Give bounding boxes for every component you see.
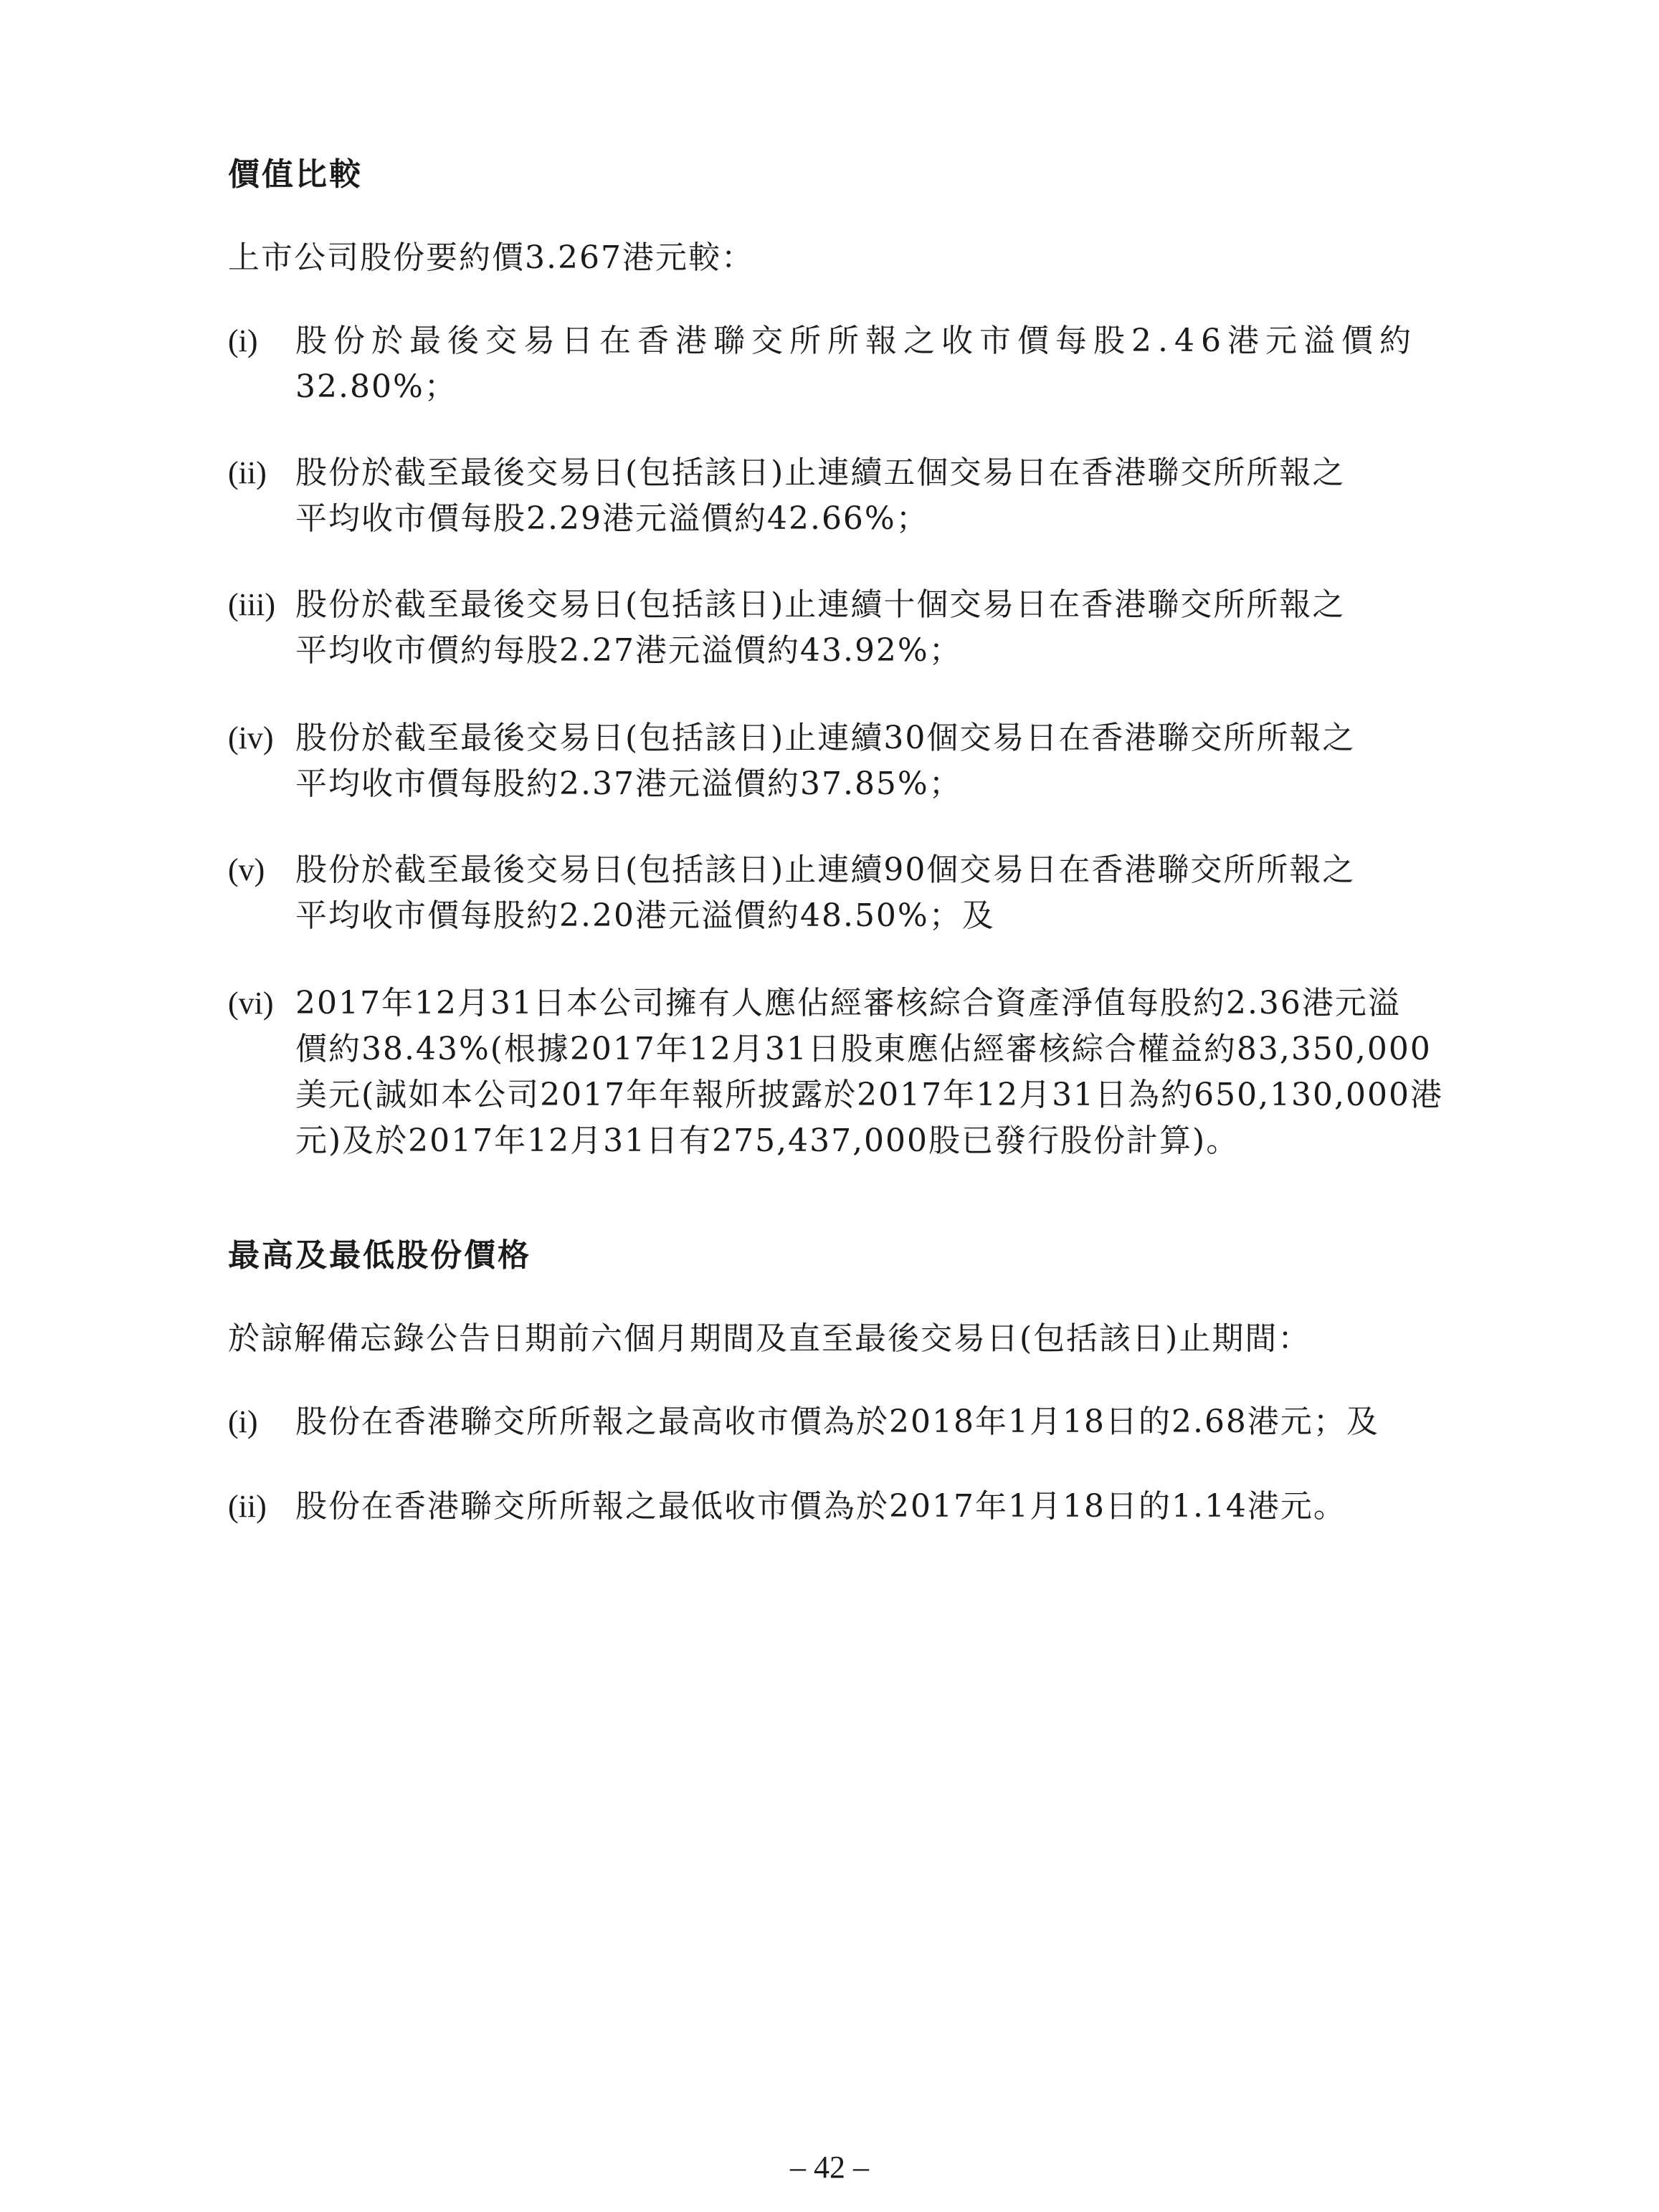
comparison-item-ii — [228, 452, 1520, 540]
item-text-line: 股份在香港聯交所所報之最高收市價為於2018年1月18日的2.68港元；及 — [295, 1403, 1379, 1440]
section-heading-high-low-prices: 最高及最低股份價格 — [228, 1237, 531, 1274]
item-text-line: 平均收市價每股約2.20港元溢價約48.50%；及 — [295, 897, 995, 934]
item-number: (ii) — [228, 455, 267, 490]
item-text-line: 美元(誠如本公司2017年年報所披露於2017年12月31日為約650,130,000港 — [295, 1077, 1444, 1113]
item-text-line: 股份於截至最後交易日(包括該日)止連續30個交易日在香港聯交所所報之 — [295, 720, 1356, 756]
section-heading-value-comparison: 價值比較 — [228, 156, 363, 193]
page-number: – 42 – — [790, 2150, 869, 2185]
item-text-line: 股份於截至最後交易日(包括該日)止連續五個交易日在香港聯交所所報之 — [295, 454, 1346, 491]
offer-price-intro: 上市公司股份要約價3.267港元較： — [228, 239, 754, 276]
item-number: (v) — [228, 852, 265, 887]
price-item-i — [228, 1401, 1520, 1444]
item-text-line: 平均收市價每股約2.37港元溢價約37.85%； — [295, 766, 962, 802]
item-text-line: 2017年12月31日本公司擁有人應佔經審核綜合資產淨值每股約2.36港元溢 — [295, 985, 1401, 1021]
comparison-item-iv — [228, 717, 1520, 806]
item-text-line: 股份於截至最後交易日(包括該日)止連續90個交易日在香港聯交所所報之 — [295, 852, 1356, 888]
item-text-line: 股份於最後交易日在香港聯交所所報之收市價每股2.46港元溢價約 — [295, 323, 1417, 359]
comparison-item-vi — [228, 982, 1520, 1163]
period-intro: 於諒解備忘錄公告日期前六個月期間及直至最後交易日(包括該日)止期間： — [228, 1320, 1311, 1357]
item-number: (ii) — [228, 1489, 267, 1524]
item-number: (vi) — [228, 986, 274, 1021]
item-text-line: 股份在香港聯交所所報之最低收市價為於2017年1月18日的1.14港元。 — [295, 1488, 1346, 1525]
comparison-item-iii — [228, 583, 1520, 672]
item-number: (iv) — [228, 720, 274, 755]
item-text-line: 元)及於2017年12月31日有275,437,000股已發行股份計算)。 — [295, 1122, 1240, 1159]
comparison-item-i — [228, 320, 1520, 409]
item-number: (i) — [228, 323, 258, 358]
item-text-line: 價約38.43%(根據2017年12月31日股東應佔經審核綜合權益約83,350,000 — [295, 1031, 1432, 1067]
comparison-item-v — [228, 849, 1520, 938]
item-number: (iii) — [228, 587, 275, 622]
item-text-line: 平均收市價約每股2.27港元溢價約43.92%； — [295, 632, 962, 669]
item-text-line: 股份於截至最後交易日(包括該日)止連續十個交易日在香港聯交所所報之 — [295, 586, 1346, 623]
item-number: (i) — [228, 1404, 258, 1439]
item-text-line: 32.80%； — [295, 368, 457, 405]
price-item-ii — [228, 1485, 1520, 1528]
item-text-line: 平均收市價每股2.29港元溢價約42.66%； — [295, 500, 929, 537]
